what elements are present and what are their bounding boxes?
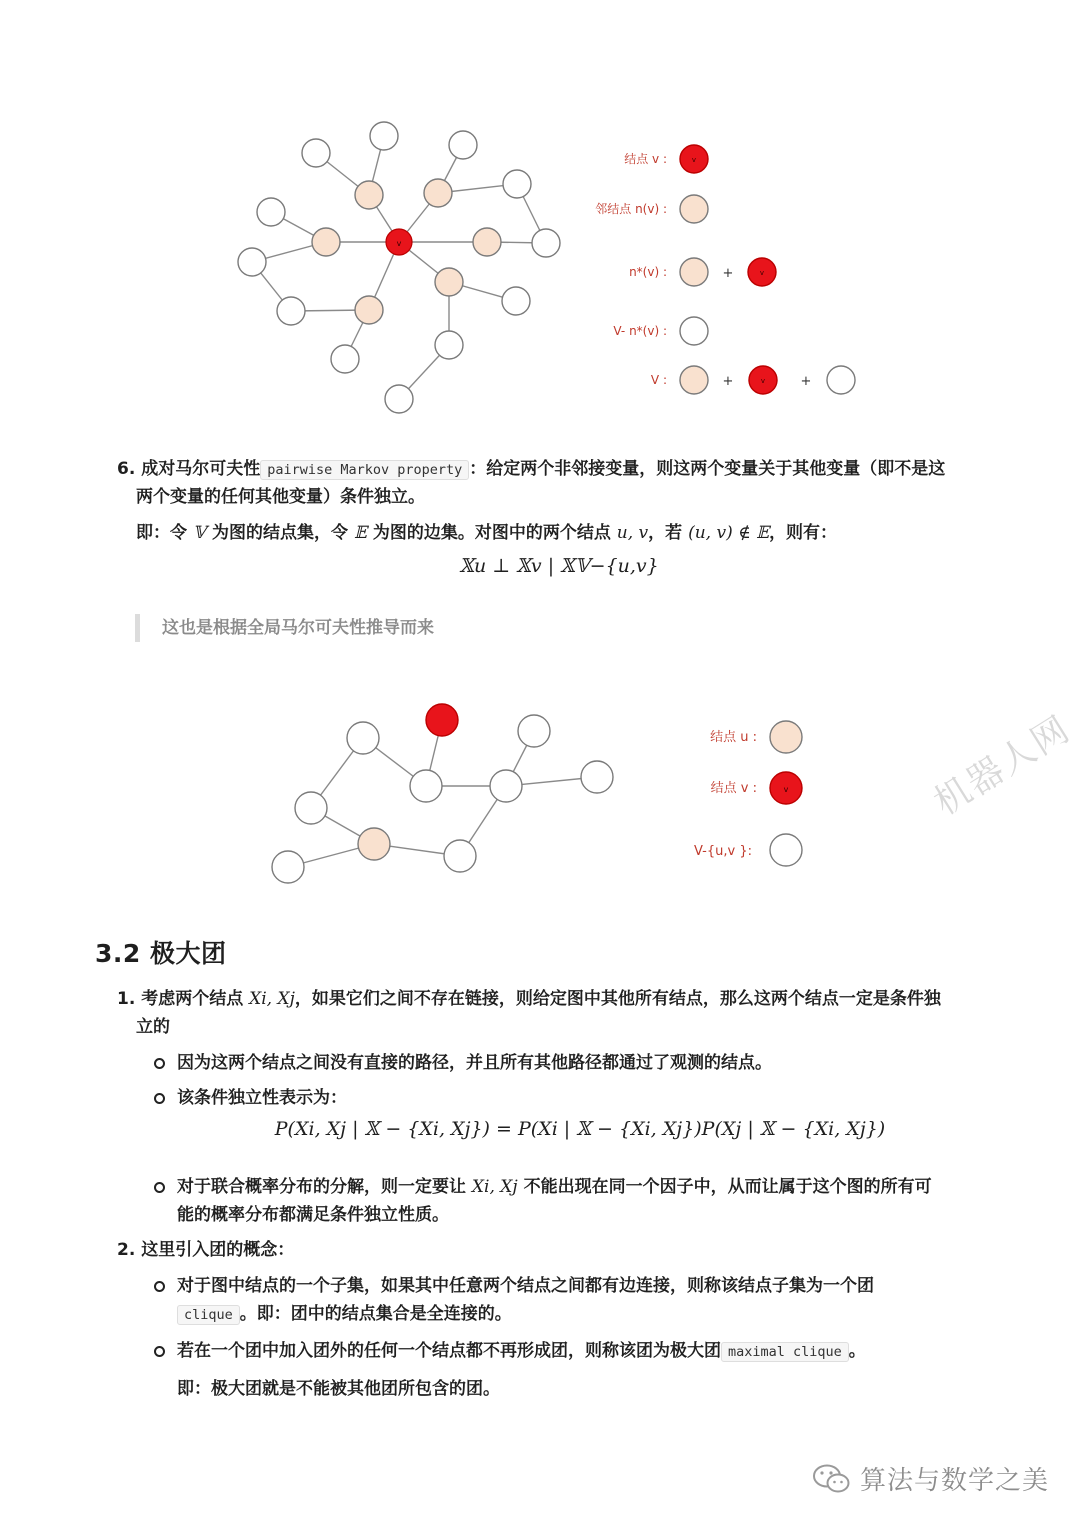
item-6-definition: [136, 519, 837, 547]
graph-node: [410, 770, 442, 802]
item-2-bullet-1: 对于图中结点的一个子集，如果其中任意两个结点之间都有边连接，则称该结点子集为一个团: [177, 1276, 874, 1296]
code-clique: clique: [177, 1305, 240, 1325]
legend-peach-node: [770, 721, 802, 753]
section-item-2: [117, 1236, 294, 1264]
section-item-1: [117, 985, 1017, 1013]
item-1-bullet-3: [177, 1173, 932, 1201]
legend-node-label: v: [691, 156, 697, 164]
bullet-icon: [154, 1281, 165, 1292]
bullet-icon: [154, 1346, 165, 1357]
footer-account: [812, 1460, 1049, 1497]
graph-node: [295, 792, 327, 824]
item-1-bullet-3-line2: 能的概率分布都满足条件独立性质。: [177, 1205, 449, 1225]
graph-node: [370, 122, 398, 150]
graph-node: [581, 761, 613, 793]
item-1-line2: 立的: [136, 1017, 170, 1037]
code-pairwise-markov: pairwise Markov property: [260, 460, 469, 480]
node-v: [426, 704, 458, 736]
graph-node: [277, 297, 305, 325]
legend-white-node: [770, 834, 802, 866]
math-symbol: (u, v) ∉ 𝔼: [688, 523, 770, 543]
legend-peach-node: [680, 366, 708, 394]
bullet-icon: [154, 1093, 165, 1104]
item-6: [117, 455, 1017, 484]
legend-node-u: 结点 u :: [710, 730, 757, 745]
item-2-number: 2.: [117, 1240, 136, 1260]
legend-plus: +: [722, 374, 734, 389]
section-title: 3.2 极大团: [95, 939, 227, 968]
neighbor-node: [355, 181, 383, 209]
item-6-number: 6.: [117, 459, 136, 479]
graph-node: [272, 851, 304, 883]
def-text: 为图的结点集，令: [212, 523, 349, 543]
watermark: 机器人网: [927, 708, 1078, 824]
item-2-bullet-2: [177, 1337, 866, 1366]
graph-node: [347, 722, 379, 754]
graph-node: [444, 840, 476, 872]
math-symbol: u, v: [616, 523, 649, 543]
legend-plus: +: [722, 266, 734, 281]
item-1-number: 1.: [117, 989, 136, 1009]
math-symbol: 𝕍: [192, 523, 207, 543]
node-u: [358, 828, 390, 860]
neighbor-node: [424, 179, 452, 207]
legend-plus: +: [800, 374, 812, 389]
item-1-text-cont: ，如果它们之间不存在链接，则给定图中其他所有结点，那么这两个结点一定是条件独: [294, 989, 941, 1009]
legend-node-label: v: [783, 785, 789, 794]
legend-peach-node: [680, 258, 708, 286]
bullet-2-text: 若在一个团中加入团外的任何一个结点都不再形成团，则称该团为极大团: [177, 1341, 721, 1361]
math-symbol: Xi, Xj: [249, 989, 295, 1009]
neighbor-node: [312, 228, 340, 256]
legend-node-label: v: [760, 377, 766, 385]
graph-node: [490, 770, 522, 802]
blockquote: 这也是根据全局马尔可夫性推导而来: [135, 614, 434, 642]
legend-white-node: [827, 366, 855, 394]
neighbor-node: [473, 228, 501, 256]
legend-node-v: 结点 v :: [624, 152, 667, 166]
bullet-icon: [154, 1182, 165, 1193]
def-text: ，则有：: [769, 523, 838, 543]
figure-2-graph: [0, 690, 1080, 900]
def-text: 为图的边集。对图中的两个结点: [372, 523, 611, 543]
legend-white-node: [680, 317, 708, 345]
graph-node: [302, 139, 330, 167]
bullet-3-text: 对于联合概率分布的分解，则一定要让: [177, 1177, 466, 1197]
graph-node: [257, 198, 285, 226]
item-1-bullet-1: 因为这两个结点之间没有直接的路径，并且所有其他路径都通过了观测的结点。: [177, 1053, 772, 1073]
math-symbol: 𝔼: [353, 523, 367, 543]
legend-nstar: n*(v) :: [629, 265, 667, 279]
graph-node: [502, 287, 530, 315]
legend-peach-node: [680, 195, 708, 223]
graph-node: [331, 345, 359, 373]
graph-node: [435, 331, 463, 359]
pairwise-equation: 𝕏u ⊥ 𝕏v | 𝕏𝕍−{u,v}: [459, 555, 659, 577]
center-node-label: v: [396, 239, 402, 248]
bullet-icon: [154, 1058, 165, 1069]
graph-node: [518, 715, 550, 747]
bullet-3-text-cont: 不能出现在同一个因子中，从而让属于这个图的所有可: [523, 1177, 932, 1197]
neighbor-node: [435, 268, 463, 296]
bullet-1-rest: 。即：团中的结点集合是全连接的。: [239, 1304, 512, 1324]
item-1-text: 考虑两个结点: [141, 989, 244, 1009]
legend-all: V :: [650, 373, 667, 387]
bullet-2-end: 。: [848, 1341, 866, 1361]
footer-account-name: 算法与数学之美: [860, 1466, 1050, 1496]
legend-v-minus: V- n*(v) :: [613, 324, 667, 338]
clique-equation: P(Xi, Xj | 𝕏 − {Xi, Xj}) = P(Xi | 𝕏 − {Xi, Xj})P(Xj | 𝕏 − {Xi, Xj}): [274, 1118, 886, 1140]
neighbor-node: [355, 296, 383, 324]
code-maximal-clique: maximal clique: [721, 1342, 849, 1362]
graph-node: [503, 170, 531, 198]
legend-node-v: 结点 v :: [710, 781, 757, 796]
graph-node: [449, 131, 477, 159]
def-text: 即：令: [136, 523, 187, 543]
item-6-text: 成对马尔可夫性: [141, 459, 261, 479]
item-2-text: 这里引入团的概念：: [141, 1240, 295, 1260]
item-6-text-cont: ：给定两个非邻接变量，则这两个变量关于其他变量（即不是这: [469, 459, 946, 479]
graph-node: [385, 385, 413, 413]
item-2-bullet-1-line2: [177, 1300, 512, 1329]
legend-rest: V-{u,v }:: [694, 844, 752, 859]
item-1-bullet-2: 该条件独立性表示为：: [177, 1088, 347, 1108]
graph-node: [532, 229, 560, 257]
math-symbol: Xi, Xj: [471, 1177, 518, 1197]
wechat-icon: [812, 1463, 852, 1495]
item-6-line2: 两个变量的任何其他变量）条件独立。: [136, 487, 425, 507]
figure-1-graph: [0, 0, 1080, 440]
item-2-bullet-2-note: 即：极大团就是不能被其他团所包含的团。: [177, 1379, 500, 1399]
legend-node-label: v: [759, 269, 765, 277]
def-text: ，若: [648, 523, 683, 543]
legend-neighbor: 邻结点 n(v) :: [595, 202, 667, 216]
graph-node: [238, 248, 266, 276]
